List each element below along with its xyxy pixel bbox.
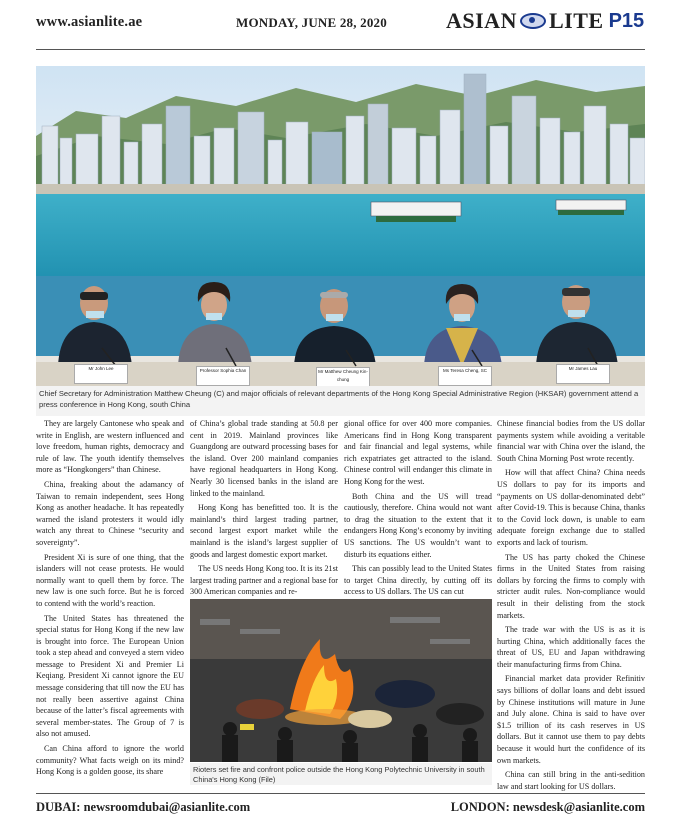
masthead-logo [446,8,644,34]
paragraph: How will that affect China? China needs US dollars to pay for its imports and “payments on US dollar-denominated debt” after Covid-19. This is because China, thanks to the Covid lock down, is unable to earn adequate foreign exchange due to stalled exports and lack of tourism. [497,468,645,547]
nameplate: Mr John Lee [74,364,128,384]
paragraph: The United States has threatened the special status for Hong Kong if the new law is brought into force. The European Union took a step ahead and conveyed a stern video message to President Xi and Premier Li Keqiang. President Xi cannot ignore the EU message considering that till now the EU has not really been assertive against China because of the latter’s fiscal agreements with several member-states. The Group of 7 is also not amused. [36,613,184,739]
riot-photo [190,599,492,762]
article-column-2 [190,418,338,601]
paragraph: They are largely Cantonese who speak and write in English, are western influenced and love freedom, human rights, democracy and rule of law. The youth identify themselves more as “Hongkongers” than Chinese. [36,419,184,475]
paragraph: Hong Kong has benefitted too. It is the mainland’s third largest trading partner, second largest export market while the mainland is the island’s largest supplier of goods and largest domestic export market. [190,503,338,559]
header-divider [36,49,645,50]
paragraph: gional office for over 400 more companies. Americans find in Hong Kong transparent and fair financial and legal systems, while rich expatriates get attracted to the island. Chinese control will endanger this climate in Hong Kong for the west. [344,419,492,486]
footer-divider [36,793,645,794]
press-conference-photo [36,66,645,386]
article-column-1 [36,418,184,781]
paragraph: The trade war with the US is as it is hurting China, which additionally faces the threat of US, EU and Japan withdrawing their manufacturing firms from China. [497,625,645,669]
article-column-3 [344,418,492,601]
paragraph: China can still bring in the anti-sedition law and start looking for US dollars. [497,770,645,791]
paragraph: of China’s global trade standing at 50.8 per cent in 2019. Mainland provinces like Guangdong are outward processing bases for the island. Over 200 mainland companies have regional headquarters in Hong Kong. Nearly 30 licensed banks in the island are linked to the mainland. [190,419,338,498]
photo-caption: Chief Secretary for Administration Matthew Cheung (C) and major officials of relevant departments of the Hong Kong Special Administrative Region (HKSAR) government attend a press conference in Hong Kong, south China [36,386,645,416]
paragraph: Both China and the US will tread cautiously, therefore. China would not want to drag the situation to the extent that it endangers Hong Kong’s economy by inviting US sanctions. The US wouldn’t want to disturb its equations either. [344,491,492,559]
page-number: P15 [608,9,645,32]
site-url: www.asianlite.ae [36,14,143,30]
issue-date: MONDAY, JUNE 28, 2020 [236,15,387,30]
paragraph: Financial market data provider Refinitiv says billions of dollar loans and debt issued by Chinese institutions will mature in June and July alone. China is said to have over $1.5 trillion of its cash reserves in US dollars. But it cannot use them to pay debts because it would hurt the confidence of its own markets. [497,674,645,765]
paragraph: The US needs Hong Kong too. It is its 21st largest trading partner and a regional base for 300 American companies and re- [190,564,338,597]
london-contact: LONDON: newsdesk@asianlite.com [450,800,645,814]
paragraph: President Xi is sure of one thing, that the islanders will not cease protests. He would normally want to quell them by force. The new law is one such force. But he is forced to contend with the world’s reaction. [36,552,184,608]
nameplate: Mr Matthew Cheung Kin-chung [316,367,370,386]
nameplate: Mr James Lau [556,364,610,384]
paragraph: The US has party choked the Chinese firms in the United States from raising dollars by forcing the firms to comply with stricter audit rules. Non-compliance would result in their delisting from the stock markets. [497,552,645,620]
paragraph: This can possibly lead to the United States to target China directly, by cutting off its access to US dollars. The US can cut [344,564,492,597]
logo-word-right: LITE [548,8,604,33]
logo-word-left: ASIAN [446,8,517,33]
dubai-contact: DUBAI: newsroomdubai@asianlite.com [36,800,251,814]
nameplate: Professor Sophia Chan [196,366,250,386]
paragraph: China, freaking about the adamancy of Taiwan to remain independent, sees Hong Kong as another headache. It has repeatedly warned the island protesters it would idly watch any threat to Chinese “security and sovereignty”. [36,479,184,547]
logo-emblem-icon [520,13,546,29]
photo-caption: Rioters set fire and confront police outside the Hong Kong Polytechnic University in south China's Hong Kong (File) [190,763,492,785]
nameplate: Ms Teresa Cheng, SC [438,366,492,386]
paragraph: Chinese financial bodies from the US dollar payments system while avoiding a veritable financial war with China over the island, the South China Morning Post wrote recently. [497,419,645,463]
paragraph: Can China afford to ignore the world community? What facts weigh on its mind? Hong Kong is a golden goose, its share [36,744,184,777]
article-column-4 [497,418,645,795]
